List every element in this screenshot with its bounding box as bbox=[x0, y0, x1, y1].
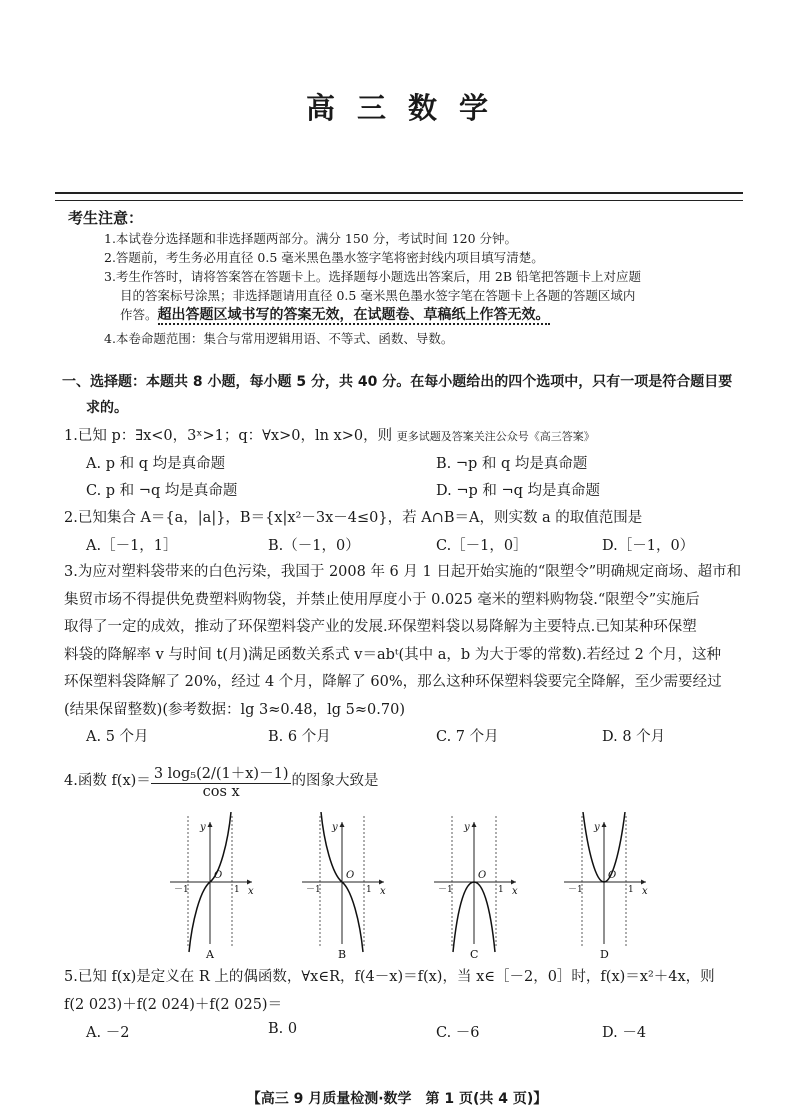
q3-line-2: 集贸市场不得提供免费塑料购物袋，并禁止使用厚度小于 0.025 毫米的塑料购物袋.“限塑令”实施后 bbox=[64, 591, 700, 608]
q1-option-a: A. p 和 q 均是真命题 bbox=[86, 456, 226, 472]
tick-label-neg: －1 bbox=[306, 885, 321, 895]
origin-label: O bbox=[346, 870, 355, 881]
y-axis-arrow-icon bbox=[602, 822, 607, 827]
y-axis-arrow-icon bbox=[340, 822, 345, 827]
question-3-stem bbox=[64, 559, 744, 724]
tick-label-pos: 1 bbox=[628, 885, 634, 895]
q5-option-c: C. －6 bbox=[436, 1025, 480, 1041]
tick-label-neg: －1 bbox=[568, 885, 583, 895]
x-axis-arrow-icon bbox=[247, 880, 252, 885]
y-axis-label: y bbox=[200, 822, 206, 833]
graph-option-label: C bbox=[470, 948, 479, 960]
tick-label-pos: 1 bbox=[234, 885, 240, 895]
q3-line-4: 料袋的降解率 v 与时间 t(月)满足函数关系式 v＝abᵗ(其中 a，b 为大于零的常数).若经过 2 个月，这种 bbox=[64, 646, 721, 663]
q5-option-d: D. －4 bbox=[602, 1025, 647, 1041]
q3-line-3: 取得了一定的成效，推动了环保塑料袋产业的发展.环保塑料袋以易降解为主要特点.已知某种环保塑 bbox=[64, 619, 697, 635]
notice-item-3-prefix: 作答。 bbox=[120, 307, 158, 322]
question-4-stem bbox=[64, 762, 378, 800]
graph-option-label: D bbox=[600, 948, 609, 960]
q4-prefix: 4.函数 f(x)＝ bbox=[64, 773, 151, 789]
q3-line-1: 3.为应对塑料袋带来的白色污染，我国于 2008 年 6 月 1 日起开始实施的“限塑令”明确规定商场、超市和 bbox=[64, 564, 742, 580]
graph-option-label: A bbox=[206, 948, 214, 960]
origin-label: O bbox=[478, 870, 487, 881]
q2-option-c: C.［－1，0］ bbox=[436, 538, 528, 554]
x-axis-label: x bbox=[512, 886, 518, 897]
section-title-cont: 求的。 bbox=[86, 400, 128, 416]
x-axis-label: x bbox=[248, 886, 254, 897]
x-axis-arrow-icon bbox=[511, 880, 516, 885]
notice-item-1: 1.本试卷分选择题和非选择题两部分。满分 150 分，考试时间 120 分钟。 bbox=[104, 231, 518, 246]
notice-item-3-line3 bbox=[120, 306, 550, 324]
q3-option-a: A. 5 个月 bbox=[86, 729, 149, 745]
question-1-text: 1.已知 p：∃x<0，3ˣ>1；q：∀x>0，ln x>0，则 bbox=[64, 428, 393, 444]
page-footer: 【高三 9 月质量检测·数学 第 1 页(共 4 页)】 bbox=[246, 1091, 548, 1107]
origin-label: O bbox=[608, 870, 617, 881]
tick-label-neg: －1 bbox=[438, 885, 453, 895]
notice-item-2: 2.答题前，考生务必用直径 0.5 毫米黑色墨水签字笔将密封线内项目填写清楚。 bbox=[104, 250, 544, 265]
notice-item-3: 3.考生作答时，请将答案答在答题卡上。选择题每小题选出答案后，用 2B 铅笔把答题卡上对应题 bbox=[104, 269, 642, 284]
q2-option-b: B.（－1，0） bbox=[268, 538, 360, 554]
q4-numerator: 3 log₅(2/(1＋x)－1) bbox=[151, 762, 292, 784]
q4-graph-b bbox=[302, 812, 386, 960]
q5-option-b: B. 0 bbox=[268, 1021, 298, 1037]
question-2-stem: 2.已知集合 A＝{a，|a|}，B＝{x|x²－3x－4≤0}，若 A∩B＝A，则实数 a 的取值范围是 bbox=[64, 510, 643, 526]
question-5-stem: 5.已知 f(x)是定义在 R 上的偶函数，∀x∈R，f(4－x)＝f(x)，当 x∈［－2，0］时，f(x)＝x²＋4x，则 bbox=[64, 969, 715, 985]
y-axis-arrow-icon bbox=[472, 822, 477, 827]
notice-warning: 超出答题区域书写的答案无效，在试题卷、草稿纸上作答无效。 bbox=[157, 307, 550, 323]
tick-label-pos: 1 bbox=[498, 885, 504, 895]
q4-suffix: 的图象大致是 bbox=[291, 773, 379, 789]
tick-label-neg: －1 bbox=[174, 885, 189, 895]
q3-line-5: 环保塑料袋降解了 20%，经过 4 个月，降解了 60%，那么这种环保塑料袋要完全降解，至少需要经过 bbox=[64, 674, 722, 690]
graph-option-label: B bbox=[338, 948, 347, 960]
section-title: 一、选择题：本题共 8 小题，每小题 5 分，共 40 分。在每小题给出的四个选项中，只有一项是符合题目要 bbox=[62, 374, 733, 390]
y-axis-arrow-icon bbox=[208, 822, 213, 827]
header-rule-thin bbox=[55, 200, 743, 201]
notice-heading: 考生注意： bbox=[68, 209, 144, 227]
notice-item-4: 4.本卷命题范围：集合与常用逻辑用语、不等式、函数、导数。 bbox=[104, 331, 454, 346]
x-axis-arrow-icon bbox=[641, 880, 646, 885]
q4-graphs bbox=[150, 812, 650, 960]
tick-label-pos: 1 bbox=[366, 885, 372, 895]
q3-option-c: C. 7 个月 bbox=[436, 729, 499, 745]
q3-line-6: (结果保留整数)(参考数据：lg 3≈0.48，lg 5≈0.70) bbox=[64, 701, 406, 718]
q2-option-a: A.［－1，1］ bbox=[86, 538, 178, 554]
q3-option-d: D. 8 个月 bbox=[602, 729, 666, 745]
x-axis-arrow-icon bbox=[379, 880, 384, 885]
q4-denominator: cos x bbox=[202, 784, 240, 800]
x-axis-label: x bbox=[380, 886, 386, 897]
q4-graph-c bbox=[434, 816, 518, 960]
question-5-stem-2: f(2 023)＋f(2 024)＋f(2 025)＝ bbox=[64, 997, 283, 1013]
origin-label: O bbox=[214, 870, 223, 881]
question-1-note: 更多试题及答案关注公众号《高三答案》 bbox=[396, 430, 595, 443]
q4-graph-a bbox=[170, 812, 254, 960]
header-rule-thick bbox=[55, 192, 743, 194]
q1-option-b: B. ¬p 和 q 均是真命题 bbox=[436, 456, 588, 472]
q1-option-c: C. p 和 ¬q 均是真命题 bbox=[86, 483, 238, 499]
q4-fraction bbox=[151, 762, 292, 800]
q5-option-a: A. －2 bbox=[86, 1025, 130, 1041]
y-axis-label: y bbox=[332, 822, 338, 833]
notice-item-3-cont: 目的答案标号涂黑；非选择题请用直径 0.5 毫米黑色墨水签字笔在答题卡上各题的答题区域内 bbox=[120, 288, 636, 303]
q2-option-d: D.［－1，0） bbox=[602, 538, 695, 554]
question-1-stem bbox=[64, 424, 595, 445]
page-title: 高三数学 bbox=[305, 91, 510, 125]
q3-option-b: B. 6 个月 bbox=[268, 729, 331, 745]
y-axis-label: y bbox=[594, 822, 600, 833]
y-axis-label: y bbox=[464, 822, 470, 833]
q4-graph-d bbox=[564, 812, 648, 960]
q1-option-d: D. ¬p 和 ¬q 均是真命题 bbox=[436, 483, 601, 499]
x-axis-label: x bbox=[642, 886, 648, 897]
